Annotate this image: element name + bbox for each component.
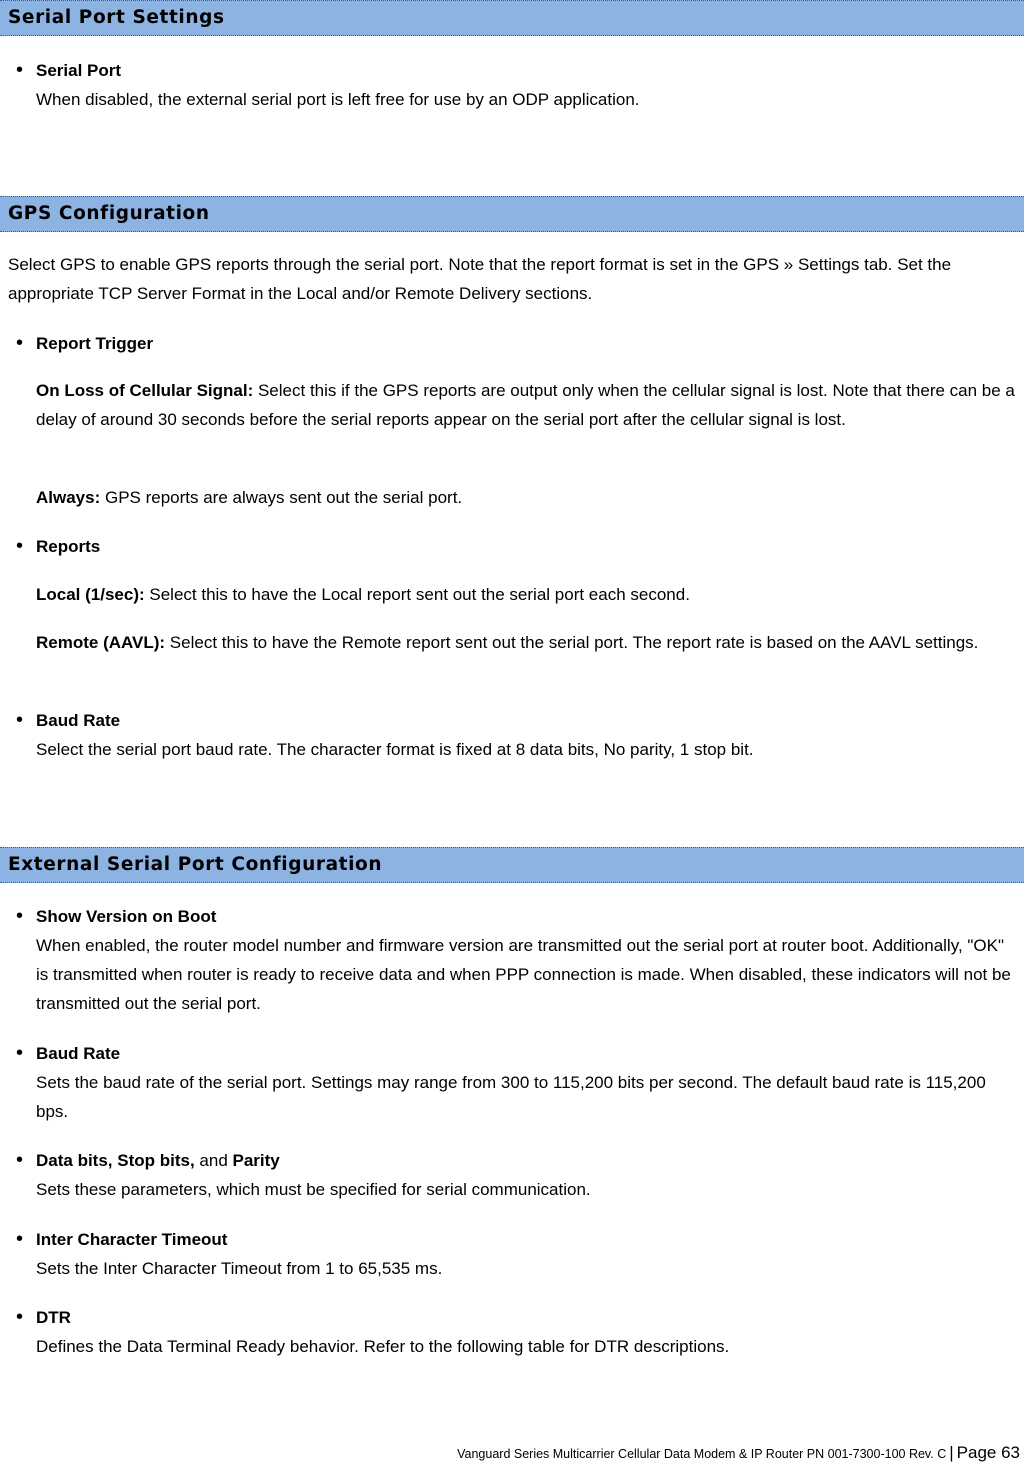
option-label: On Loss of Cellular Signal: <box>36 381 254 400</box>
section-header-gps-configuration: GPS Configuration <box>0 196 1024 232</box>
option-remote <box>36 628 1016 657</box>
item-title: • Serial Port <box>36 61 122 80</box>
page-footer <box>457 1441 1020 1466</box>
item-description: When disabled, the external serial port is left free for use by an ODP application. <box>36 90 640 109</box>
list-item-gps-baud-rate <box>36 706 1016 764</box>
item-description: When enabled, the router model number and firmware version are transmitted out the serial port at router boot. Additionally, "OK" is transmitted when router is ready to receive data and when PPP connection is made. When disabled, these indicators will not be transmitted out the serial port. <box>36 936 1011 1013</box>
option-label: Remote (AAVL): <box>36 633 166 652</box>
item-title: • Reports <box>36 537 101 556</box>
list-item-data-stop-parity <box>36 1146 1016 1204</box>
item-title <box>36 1146 1016 1175</box>
section-header-serial-port-settings: Serial Port Settings <box>0 0 1024 36</box>
list-item-reports <box>36 532 1016 561</box>
item-description: Defines the Data Terminal Ready behavior. Refer to the following table for DTR descriptions. <box>36 1337 730 1356</box>
page-number: Page 63 <box>956 1443 1020 1462</box>
option-description: Select this to have the Remote report sent out the serial port. The report rate is based on the AAVL settings. <box>165 633 979 652</box>
list-item-dtr <box>36 1303 1016 1361</box>
list-item-ext-baud-rate <box>36 1039 1016 1126</box>
item-title: • Inter Character Timeout <box>36 1230 228 1249</box>
section-header-external-serial-port-configuration: External Serial Port Configuration <box>0 847 1024 883</box>
item-description: Sets the Inter Character Timeout from 1 to 65,535 ms. <box>36 1259 443 1278</box>
option-always <box>36 483 1016 512</box>
list-item-inter-character-timeout <box>36 1225 1016 1283</box>
item-title: • Show Version on Boot <box>36 907 217 926</box>
option-local <box>36 580 1016 609</box>
item-title: • Baud Rate <box>36 711 121 730</box>
option-on-loss-of-cellular-signal <box>36 376 1016 434</box>
item-description: Sets these parameters, which must be specified for serial communication. <box>36 1180 591 1199</box>
list-item-report-trigger <box>36 329 1016 358</box>
item-title: • Baud Rate <box>36 1044 121 1063</box>
option-label: Always: <box>36 488 101 507</box>
option-description: Select this to have the Local report sent out the serial port each second. <box>144 585 690 604</box>
option-label: Local (1/sec): <box>36 585 145 604</box>
footer-separator: | <box>949 1443 954 1462</box>
item-title: • Report Trigger <box>36 334 154 353</box>
item-title: • DTR <box>36 1308 71 1327</box>
list-item-show-version-on-boot <box>36 902 1016 1018</box>
gps-intro: Select GPS to enable GPS reports through the serial port. Note that the report format is set in the GPS » Settings tab. Set the appropriate TCP Server Format in the Local and/or Remote Delivery sections. <box>8 255 952 303</box>
option-description: Select this if the GPS reports are output only when the cellular signal is lost. Note that there can be a delay of around 30 seconds before the serial reports appear on the serial port after the cellular signal is lost. <box>36 381 1015 429</box>
footer-doc-title: Vanguard Series Multicarrier Cellular Data Modem & IP Router PN 001-7300-100 Rev. C <box>457 1447 947 1461</box>
title-part-a: Data bits, Stop bits, <box>36 1151 195 1170</box>
title-part-b: Parity <box>232 1151 280 1170</box>
item-description: Select the serial port baud rate. The character format is fixed at 8 data bits, No parity, 1 stop bit. <box>36 740 754 759</box>
list-item-serial-port <box>36 56 1016 114</box>
item-description: Sets the baud rate of the serial port. Settings may range from 300 to 115,200 bits per second. The default baud rate is 115,200 bps. <box>36 1073 986 1121</box>
title-and: and <box>194 1151 233 1170</box>
option-description: GPS reports are always sent out the serial port. <box>100 488 463 507</box>
